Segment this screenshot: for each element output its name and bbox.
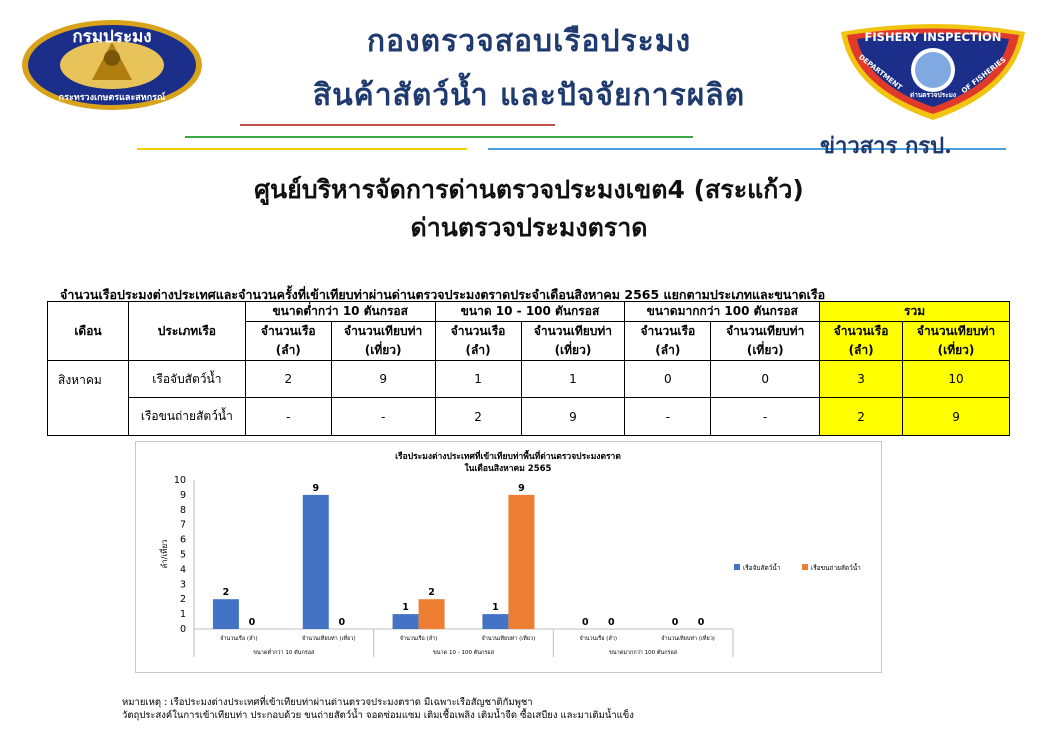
table-row [48, 398, 1010, 436]
bar [393, 614, 419, 629]
news-label: ข่าวสาร กรป. [820, 133, 952, 159]
cell-total-boats: 2 [820, 398, 903, 436]
cell-value: 1 [521, 361, 625, 398]
cell-value: - [625, 398, 711, 436]
data-label: 0 [338, 617, 346, 628]
cell-value: 2 [245, 361, 331, 398]
subheader-trips: จำนวนเทียบท่า (เที่ยว) [521, 322, 625, 361]
chart-container [135, 441, 882, 673]
bar [213, 599, 239, 629]
chart-y-axis-label: ลำ/เที่ยว [160, 539, 169, 569]
bar [303, 495, 329, 629]
legend-swatch [734, 564, 740, 570]
subheader-boats: จำนวนเรือ (ลำ) [245, 322, 331, 361]
data-label: 0 [697, 617, 705, 628]
y-tick-label: 3 [179, 579, 186, 591]
data-label: 0 [671, 617, 679, 628]
decorative-line-yellow [137, 148, 467, 150]
x-tick-label: จำนวนเรือ (ลำ) [399, 636, 438, 642]
bar [419, 599, 445, 629]
data-label: 0 [248, 617, 256, 628]
subheader-trips: จำนวนเทียบท่า (เที่ยว) [331, 322, 435, 361]
header-month: เดือน [48, 302, 129, 361]
y-tick-label: 7 [179, 519, 186, 531]
right-logo-text-right: OF FISHERIES [960, 55, 1008, 96]
y-tick-label: 9 [179, 489, 186, 501]
data-label: 2 [222, 587, 230, 599]
subheader-boats-total: จำนวนเรือ (ลำ) [820, 322, 903, 361]
decorative-line-green [185, 136, 693, 138]
data-label: 1 [402, 602, 409, 614]
right-logo-text-top: FISHERY INSPECTION [864, 30, 1002, 44]
y-tick-label: 8 [179, 504, 186, 516]
data-label: 1 [492, 602, 499, 614]
subtitle-line1: ศูนย์บริหารจัดการด่านตรวจประมงเขต4 (สระแก้ว) [254, 175, 804, 204]
left-logo-text-top: กรมประมง [72, 27, 152, 47]
header-group-under-10: ขนาดต่ำกว่า 10 ตันกรอส [245, 302, 435, 322]
y-tick-label: 10 [173, 475, 186, 486]
legend-label: เรือขนถ่ายสัตว์น้ำ [811, 564, 861, 572]
data-label: 9 [312, 482, 320, 494]
header-group-total: รวม [820, 302, 1010, 322]
x-tick-label: จำนวนเทียบท่า (เที่ยว) [481, 636, 536, 642]
data-label: 0 [607, 617, 615, 628]
cell-value: 0 [711, 361, 820, 398]
cell-value: - [245, 398, 331, 436]
right-logo-text-left: DEPARTMENT [856, 53, 904, 92]
statistics-table [47, 301, 1010, 436]
bar [482, 614, 508, 629]
x-tick-label: จำนวนเรือ (ลำ) [220, 636, 258, 642]
cell-total-boats: 3 [820, 361, 903, 398]
table-row [48, 361, 1010, 398]
bar [508, 495, 534, 629]
y-tick-label: 1 [179, 609, 186, 621]
bar-chart [136, 442, 881, 672]
header-group-over-100: ขนาดมากกว่า 100 ตันกรอส [625, 302, 820, 322]
cell-boat-type: เรือขนถ่ายสัตว์น้ำ [128, 398, 245, 436]
cell-value: 1 [435, 361, 521, 398]
header-title-line2: สินค้าสัตว์น้ำ และปัจจัยการผลิต [312, 78, 746, 113]
group-label: ขนาดต่ำกว่า 10 ตันกรอส [253, 650, 315, 656]
fishery-inspection-badge-logo [833, 22, 1033, 122]
y-tick-label: 6 [179, 534, 186, 546]
cell-month: สิงหาคม [48, 361, 129, 436]
cell-total-trips: 9 [903, 398, 1010, 436]
data-label: 9 [518, 482, 525, 494]
cell-value: 9 [521, 398, 625, 436]
cell-value: 9 [331, 361, 435, 398]
subheader-boats: จำนวนเรือ (ลำ) [625, 322, 711, 361]
subheader-trips: จำนวนเทียบท่า (เที่ยว) [711, 322, 820, 361]
x-tick-label: จำนวนเทียบท่า (เที่ยว) [301, 636, 356, 642]
header-title-line1: กองตรวจสอบเรือประมง [366, 24, 692, 59]
cell-boat-type: เรือจับสัตว์น้ำ [128, 361, 245, 398]
header-boat-type: ประเภทเรือ [128, 302, 245, 361]
y-tick-label: 4 [179, 564, 186, 576]
subheader-boats: จำนวนเรือ (ลำ) [435, 322, 521, 361]
y-tick-label: 0 [179, 624, 186, 635]
data-label: 2 [428, 587, 435, 599]
group-label: ขนาด 10 - 100 ตันกรอส [433, 650, 494, 656]
data-label: 0 [581, 617, 589, 628]
subheader-trips-total: จำนวนเทียบท่า (เที่ยว) [903, 322, 1010, 361]
subtitle-line2: ด่านตรวจประมงตราด [410, 213, 648, 242]
cell-value: 0 [625, 361, 711, 398]
y-tick-label: 2 [179, 594, 186, 606]
cell-total-trips: 10 [903, 361, 1010, 398]
x-tick-label: จำนวนเรือ (ลำ) [579, 636, 618, 642]
note-line2: วัตถุประสงค์ในการเข้าเทียบท่า ประกอบด้วย ขนถ่ายสัตว์น้ำ จอดซ่อมแซม เติมเชื้อเพลิง เติมน้ำจืด ซื้อเสบียง และมาเติมน้ำแข็ง [122, 710, 634, 721]
cell-value: 2 [435, 398, 521, 436]
chart-title: เรือประมงต่างประเทศที่เข้าเทียบท่าพื้นที่ด่านตรวจประมงตราด [395, 452, 621, 462]
cell-value: - [331, 398, 435, 436]
group-label: ขนาดมากกว่า 100 ตันกรอส [609, 650, 678, 656]
legend-label: เรือจับสัตว์น้ำ [743, 564, 781, 572]
note-line1: หมายเหตุ : เรือประมงต่างประเทศที่เข้าเทียบท่าผ่านด่านตรวจประมงตราด มีเฉพาะเรือสัญชาติกัมพูชา [122, 697, 533, 708]
cell-value: - [711, 398, 820, 436]
right-logo-text-center: ด่านตรวจประมง [909, 91, 957, 99]
header-group-10-100: ขนาด 10 - 100 ตันกรอส [435, 302, 625, 322]
chart-subtitle: ในเดือนสิงหาคม 2565 [464, 464, 552, 474]
decorative-line-red [240, 124, 555, 126]
legend-swatch [802, 564, 808, 570]
y-tick-label: 5 [179, 549, 186, 561]
left-logo-text-bottom: กระทรวงเกษตรและสหกรณ์ [58, 93, 166, 103]
x-tick-label: จำนวนเทียบท่า (เที่ยว) [661, 636, 715, 642]
table-caption: จำนวนเรือประมงต่างประเทศและจำนวนครั้งที่เข้าเทียบท่าผ่านด่านตรวจประมงตราดประจำเดือนสิงหาคม 2565 แยกตามประเภทและขนาดเรือ [60, 287, 826, 302]
